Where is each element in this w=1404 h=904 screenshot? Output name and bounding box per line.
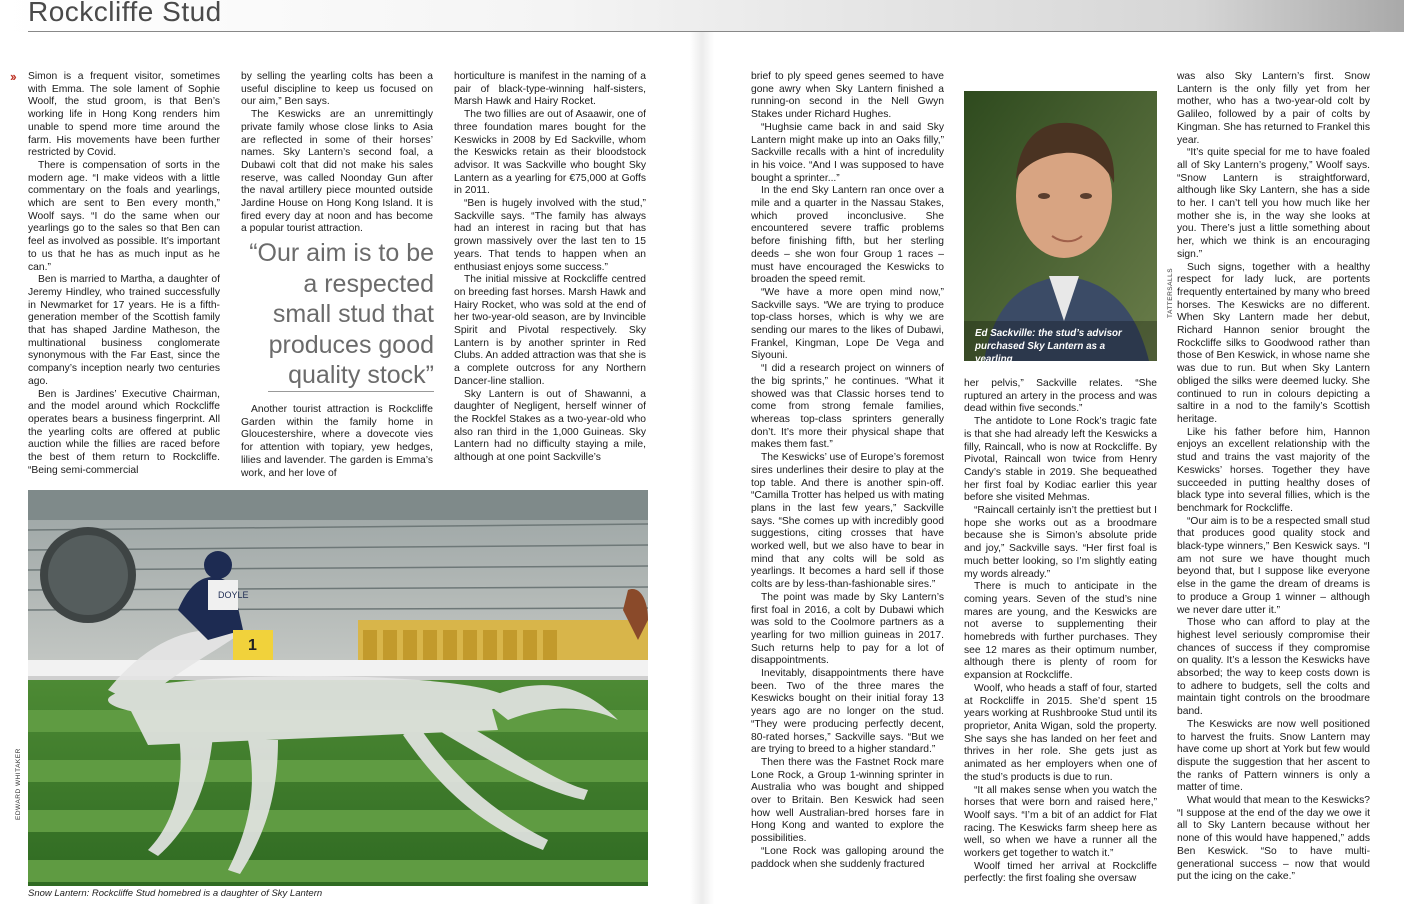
paragraph: Such signs, together with a healthy respect for lady luck, are portents frequently entertained by many who breed horses. The Keswicks are no different. When Sky Lantern made her debut, Richard Hannon senior brought the Rockcliffe silks to Goodwood rather than those of Ben Keswick, in whose name she was due to run. But when Sky Lantern obliged the silks were deemed lucky. She continued to run in colours depicting a saltire in a nod to the family’s Scottish heritage.: [1177, 261, 1370, 425]
paragraph: “It all makes sense when you watch the horses that were born and raised here,” Woolf says. “I’m a bit of an addict for Flat racing. The Keswicks farm sheep here as well, so when we have a runner all the workers get together to watch it.”: [964, 784, 1157, 860]
paragraph: Those who can afford to play at the highest level seriously compromise their chances of success if they compromise on quality. It’s a lesson the Keswicks have absorbed; the way to keep costs down is to adhere to budgets, sell the colts and maintain tight controls on the broodmare band.: [1177, 617, 1370, 718]
paragraph: by selling the yearling colts has been a useful discipline to keep us focused on our aim,” Ben says.: [241, 71, 433, 108]
paragraph: What would that mean to the Keswicks? “I suppose at the end of the day we owe it all to Sky Lantern because without her none of this would have happened,” adds Ben Keswick. “So to have multi-generational success – now that would put the icing on the cake.”: [1177, 795, 1370, 883]
article-column-2: [241, 71, 433, 234]
paragraph: Woolf, who heads a staff of four, started at Rockcliffe in 2015. She’d spent 15 years working at Rushbrooke Stud until its proprietor, Anita Wigan, sold the property. She says she has landed on her feet and thrives in her role. She gets just as animated as her employers when one of the stud’s products is due to run.: [964, 682, 1157, 783]
article-column-1: [28, 71, 220, 481]
paragraph: her pelvis,” Sackville relates. “She ruptured an artery in the process and was dead within five seconds.”: [964, 378, 1157, 415]
jockey-name: DOYLE: [218, 590, 249, 600]
paragraph: was also Sky Lantern’s first. Snow Lantern is the only filly yet from her mother, who has a two-year-old colt by Galileo, followed by a pair of colts by Kingman. She has returned to Frankel this year.: [1177, 71, 1370, 146]
paragraph: The Keswicks are now well positioned to harvest the fruits. Snow Lantern may have come up short at York but few would dispute the suggestion that her ascent to the ranks of Pattern winners is only a matter of time.: [1177, 718, 1370, 794]
paragraph: “We have a more open mind now,” Sackville says. “We are trying to produce top-class horses, which is why we are sending our mares to the likes of Dubawi, Frankel, Kingman, Lope De Vega and Siyouni.: [751, 286, 944, 362]
article-column-5: [964, 378, 1157, 904]
paragraph: The initial missive at Rockcliffe centred on breeding fast horses. Marsh Hawk and Hairy Rocket, who was sold at the end of her two-year-old season, are by Invincible Spirit and Pivotal respectively. Sky Lantern is by another sprinter in Red Clubs. An added attraction was that she is a complete outcross for any Northern Dancer-line stallion.: [454, 274, 646, 387]
paragraph: horticulture is manifest in the naming of a pair of black-type-winning half-sisters, Marsh Hawk and Hairy Rocket.: [454, 71, 646, 108]
racehorse-photo: [28, 490, 648, 886]
paragraph: Then there was the Fastnet Rock mare Lone Rock, a Group 1-winning sprinter in Australia who was bought and shipped over to Britain. Ben Keswick had seen how well Australian-bred horses fare in Hong Kong and wanted to explore the possibilities.: [751, 756, 944, 845]
article-column-4: [751, 71, 944, 904]
paragraph: “Ben is hugely involved with the stud,” Sackville says. “The family has always had an interest in racing but that has grown massively over the last ten to 15 years. That tends to happen when an enthusiast enjoys some success.”: [454, 198, 646, 273]
paragraph: brief to ply speed genes seemed to have gone awry when Sky Lantern finished a running-on second in the Nell Gwyn Stakes under Richard Hughes.: [751, 71, 944, 121]
photo-credit: TATTERSALLS: [1167, 267, 1174, 318]
paragraph: Ben is Jardines’ Executive Chairman, and the model around which Rockcliffe operates bears a business fingerprint. All the yearling colts are offered at public auction while the fillies are raced before the best of them return to Rockcliffe. “Being semi-commercial: [28, 388, 220, 476]
article-column-2-continued: [241, 404, 433, 481]
paragraph: The Keswicks’ use of Europe’s foremost sires underlines their desire to play at the top table. And there is another spin-off. “Camilla Trotter has helped us with mating plans in the last few years,” Sackville says. “She comes up with incredibly good suggestions, citing crosses that have worked well, but we also have to bear in mind that any colts will be sold as yearlings. It becomes a hard sell if those colts are by less-than-fashionable sires.”: [751, 452, 944, 591]
paragraph: In the end Sky Lantern ran once over a mile and a quarter in the Nassau Stakes, which proved inconclusive. She encountered severe traffic problems before finishing fifth, but her sterling deeds – she won four Group 1 races – must have encouraged the Keswicks to broaden the speed remit.: [751, 185, 944, 286]
paragraph: “Our aim is to be a respected small stud that produces good quality stock and black-type winners,” Ben Keswick says. “I am not sure we have thought much beyond that, but I suppose like everyone else in the game the dream of dreams is to produce a Group 1 winner – although we never dare utter it.”: [1177, 515, 1370, 616]
paragraph: Another tourist attraction is Rockcliffe Garden within the family home in Gloucestershire, where a dovecote vies for attention with topiary, yew hedges, lilies and lavender. The garden is Emma’s work, and her love of: [241, 404, 433, 479]
portrait-caption: Ed Sackville: the stud’s advisor purchased Sky Lantern as a yearling: [975, 328, 1122, 365]
paragraph: Inevitably, disappointments there have been. Two of the three mares the Keswicks bought on their initial foray 13 years ago are no longer on the stud. “They were producing perfectly decent, 80-rated horses,” Sackville says. “But we are trying to breed to a higher standard.”: [751, 668, 944, 756]
portrait-photo: [964, 91, 1157, 361]
pull-quote: “Our aim is to be a respected small stud that produces good quality stock”: [249, 239, 434, 389]
paragraph: “Hughsie came back in and said Sky Lantern might make up into an Oaks filly,” Sackville recalls with a hint of incredulity in his voice. “And I was supposed to have bought a sprinter...”: [751, 121, 944, 184]
paragraph: Ben is married to Martha, a daughter of Jeremy Hindley, who trained successfully in Newmarket for 17 years. He is a fifth-generation member of the Scottish family that has shaped Jardine Matheson, the multinational business conglomerate synonymous with the Far East, since the company’s inception nearly two centuries ago.: [28, 274, 220, 387]
chevron-right-icon: ››: [10, 69, 15, 84]
paragraph: “I did a research project on winners of the big sprints,” he continues. “What it showed was that Classic horses tend to come from strong female families, whereas top-class sprinters generally don’t. It’s more their physical shape that makes them fast.”: [751, 363, 944, 451]
photo-credit: EDWARD WHITAKER: [15, 748, 22, 820]
paragraph: Like his father before him, Hannon enjoys an excellent relationship with the stud and trains the vast majority of the Keswicks’ horses. Together they have succeeded in putting healthy doses of black type into several fillies, which is the benchmark for Rockcliffe.: [1177, 426, 1370, 514]
article-column-6: [1177, 71, 1370, 904]
paragraph: The Keswicks are an unremittingly private family whose close links to Asia are reflected in some of their horses’ names. Sky Lantern’s second foal, a Dubawi colt that did not make his sales reserve, was called Noonday Gun after the naval artillery piece mounted outside Jardine House on Hong Kong Island. It is fired every day at noon and has become a popular tourist attraction.: [241, 109, 433, 234]
saddle-number: 1: [248, 637, 257, 654]
article-column-3: [454, 71, 646, 481]
paragraph: “Lone Rock was galloping around the paddock when she suddenly fractured: [751, 845, 944, 870]
paragraph: Woolf timed her arrival at Rockcliffe perfectly: the first foaling she oversaw: [964, 860, 1157, 885]
paragraph: The point was made by Sky Lantern’s first foal in 2016, a colt by Dubawi which was sold to the Coolmore partners as a yearling for two million guineas in 2017. Such returns help to pay for a lot of disappointments.: [751, 591, 944, 667]
paragraph: The two fillies are out of Asaawir, one of three foundation mares bought for the Keswicks in 2008 by Ed Sackville, whom the Keswicks retain as their bloodstock advisor. It was Sackville who bought Sky Lantern as a yearling for €75,000 at Goffs in 2011.: [454, 109, 646, 197]
paragraph: There is compensation of sorts in the modern age. “I make videos with a little commentary on the foals and yearlings, which are sent to Ben every month,” Woolf says. “I do the same when our yearlings go to the sales so that Ben can feel as involved as possible. It’s important to us that he has as much input as he can.”: [28, 159, 220, 273]
paragraph: The antidote to Lone Rock’s tragic fate is that she had already left the Keswicks a filly, Raincall, who is now at Rockcliffe. By Pivotal, Raincall won twice from Henry Candy’s stable in 2019. She bequeathed her first foal by Kodiac earlier this year before she visited Mehmas.: [964, 416, 1157, 504]
page-title: Rockcliffe Stud: [28, 0, 222, 27]
paragraph: There is much to anticipate in the coming years. Seven of the stud’s nine mares are young, and the Keswicks are not averse to supplementing their homebreds with further purchases. They see 12 mares as their optimum number, although there is plenty of room for expansion at Rockcliffe.: [964, 581, 1157, 682]
paragraph: Sky Lantern is out of Shawanni, a daughter of Negligent, herself winner of the Rockfel Stakes as a two-year-old who also ran third in the 1,000 Guineas. Sky Lantern had no difficulty staying a mile, although at one point Sackville’s: [454, 388, 646, 464]
paragraph: “It’s quite special for me to have foaled all of Sky Lantern’s progeny,” Woolf says. “Snow Lantern is straightforward, although like Sky Lantern, she has a side to her. I can’t tell you how much like her mother she is, in the way she looks at you. There’s just a little something about her, which we think is an encouraging sign.”: [1177, 147, 1370, 260]
paragraph: Simon is a frequent visitor, sometimes with Emma. The sole lament of Sophie Woolf, the stud groom, is that Ben’s working life in Hong Kong renders him unable to spend more time around the farm. His movements have been further restricted by Covid.: [28, 71, 220, 159]
page-gutter: [690, 32, 714, 904]
pull-quote-divider: [268, 391, 434, 392]
paragraph: “Raincall certainly isn’t the prettiest but I hope she works out as a broodmare because she is Simon’s absolute pride and joy,” Sackville says. “Her first foal is much better looking, so I’m slightly eating my words already.”: [964, 505, 1157, 580]
photo-caption: Snow Lantern: Rockcliffe Stud homebred is a daughter of Sky Lantern: [28, 888, 323, 899]
